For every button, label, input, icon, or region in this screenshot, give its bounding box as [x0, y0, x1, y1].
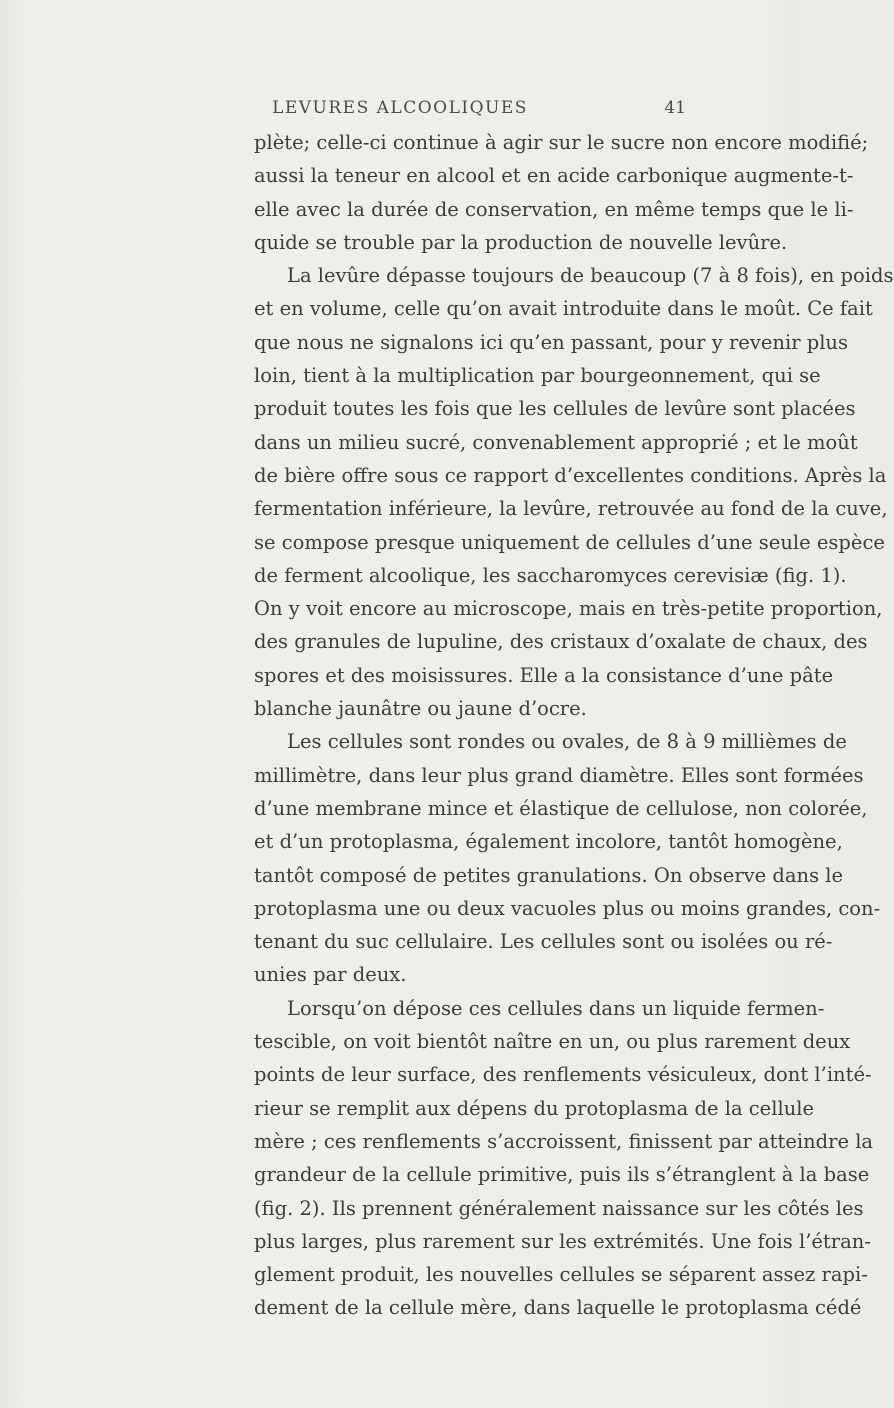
- text-line: dement de la cellule mère, dans laquelle le protoplasma cédé: [254, 1296, 862, 1320]
- text-line: des granules de lupuline, des cristaux d’oxalate de chaux, des: [254, 630, 868, 654]
- text-line: La levûre dépasse toujours de beaucoup (7 à 8 fois), en poids: [287, 264, 894, 288]
- text-line: tenant du suc cellulaire. Les cellules sont ou isolées ou ré-: [254, 930, 833, 954]
- text-line: dans un milieu sucré, convenablement approprié ; et le moût: [254, 430, 858, 454]
- text-line: protoplasma une ou deux vacuoles plus ou moins grandes, con-: [254, 896, 881, 920]
- body-text: [254, 126, 894, 1325]
- text-line: (fig. 2). Ils prennent généralement naissance sur les côtés les: [254, 1196, 864, 1220]
- text-line: rieur se remplit aux dépens du protoplasma de la cellule: [254, 1096, 815, 1120]
- text-line: points de leur surface, des renflements vésiculeux, dont l’inté-: [254, 1063, 872, 1087]
- text-line: On y voit encore au microscope, mais en très-petite proportion,: [254, 597, 883, 621]
- text-line: d’une membrane mince et élastique de cellulose, non colorée,: [254, 796, 868, 820]
- text-line: loin, tient à la multiplication par bourgeonnement, qui se: [254, 364, 821, 388]
- text-line: plus larges, plus rarement sur les extrémités. Une fois l’étran-: [254, 1229, 871, 1253]
- text-line: fermentation inférieure, la levûre, retrouvée au fond de la cuve,: [254, 497, 888, 521]
- text-line: tescible, on voit bientôt naître en un, ou plus rarement deux: [254, 1030, 851, 1054]
- text-line: grandeur de la cellule primitive, puis ils s’étranglent à la base: [254, 1163, 870, 1187]
- text-line: glement produit, les nouvelles cellules se séparent assez rapi-: [254, 1263, 868, 1287]
- text-line: de bière offre sous ce rapport d’excellentes conditions. Après la: [254, 463, 887, 487]
- text-line: quide se trouble par la production de nouvelle levûre.: [254, 230, 788, 254]
- text-line: elle avec la durée de conservation, en même temps que le li-: [254, 197, 854, 221]
- text-line: millimètre, dans leur plus grand diamètre. Elles sont formées: [254, 763, 864, 787]
- text-line: Les cellules sont rondes ou ovales, de 8 à 9 millièmes de: [287, 730, 847, 754]
- text-line: mère ; ces renflements s’accroissent, finissent par atteindre la: [254, 1129, 874, 1153]
- text-line: plète; celle-ci continue à agir sur le sucre non encore modifié;: [254, 131, 869, 154]
- text-line: et d’un protoplasma, également incolore, tantôt homogène,: [254, 830, 843, 854]
- text-line: se compose presque uniquement de cellules d’une seule espèce: [254, 530, 885, 554]
- text-line: unies par deux.: [254, 963, 407, 987]
- page-number: 41: [664, 98, 686, 118]
- text-line: de ferment alcoolique, les saccharomyces cerevisiæ (fig. 1).: [254, 563, 847, 587]
- text-line: aussi la teneur en alcool et en acide carbonique augmente-t-: [254, 164, 854, 188]
- running-title: LEVURES ALCOOLIQUES: [272, 98, 528, 118]
- text-line: produit toutes les fois que les cellules de levûre sont placées: [254, 397, 856, 421]
- text-line: Lorsqu’on dépose ces cellules dans un liquide fermen-: [287, 996, 825, 1020]
- text-line: que nous ne signalons ici qu’en passant, pour y revenir plus: [254, 330, 848, 354]
- page-header: [0, 98, 800, 128]
- text-line: tantôt composé de petites granulations. On observe dans le: [254, 863, 844, 887]
- text-line: blanche jaunâtre ou jaune d’ocre.: [254, 697, 587, 721]
- text-line: spores et des moisissures. Elle a la consistance d’une pâte: [254, 663, 834, 687]
- text-line: et en volume, celle qu’on avait introduite dans le moût. Ce fait: [254, 297, 873, 321]
